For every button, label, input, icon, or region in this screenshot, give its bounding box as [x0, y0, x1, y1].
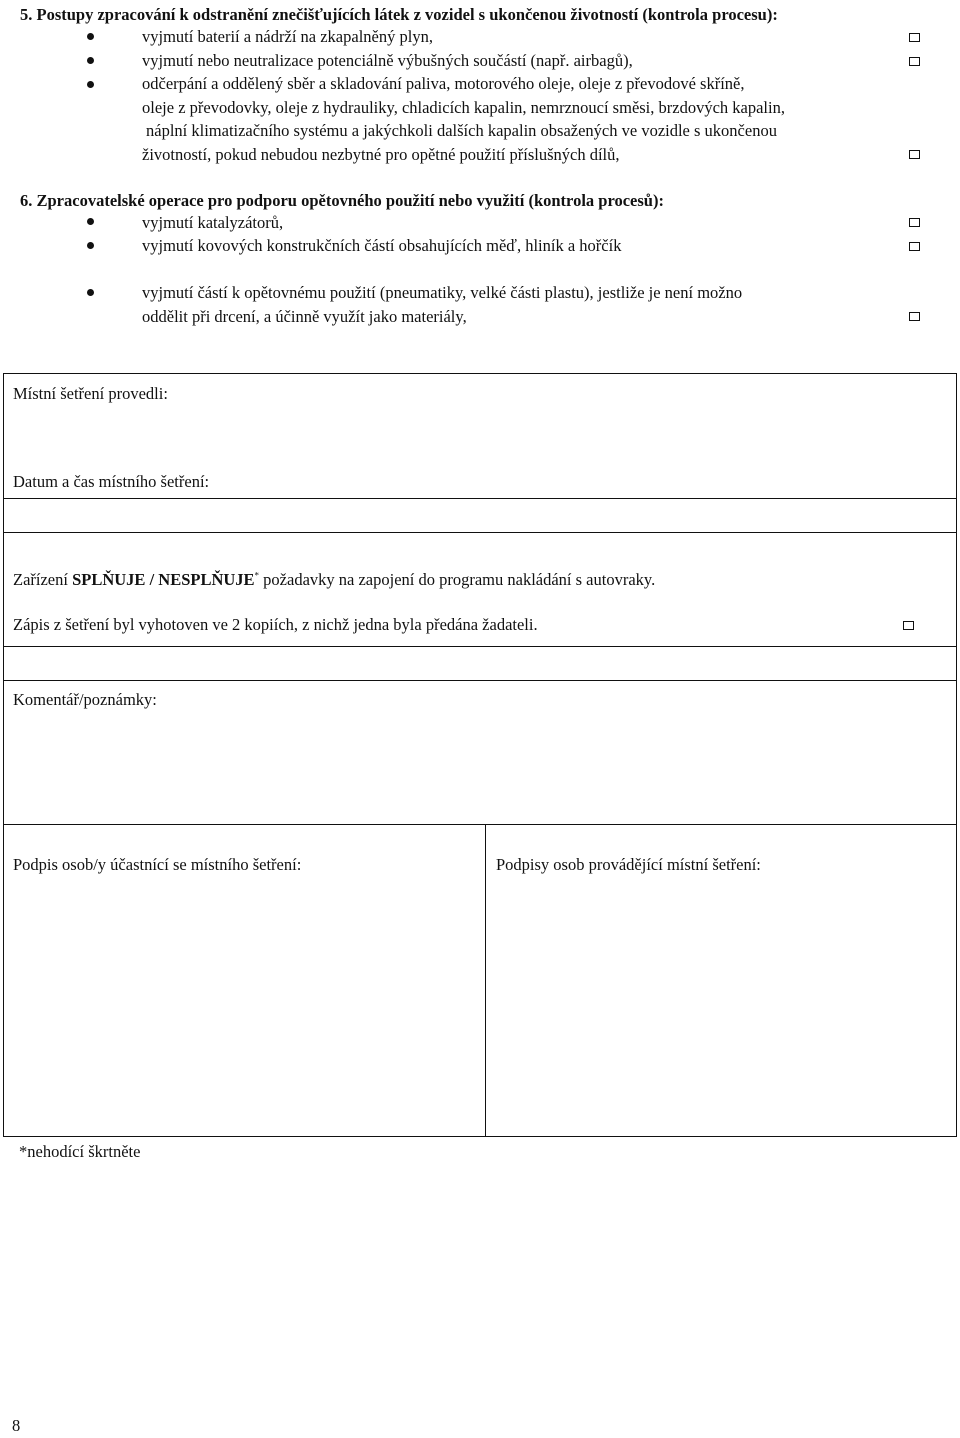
compliance-prefix: Zařízení	[13, 570, 73, 589]
divider	[3, 532, 957, 533]
comments-label: Komentář/poznámky:	[13, 690, 157, 709]
copies-statement: Zápis z šetření byl vyhotoven ve 2 kopiích, z nichž jedna byla předána žadateli.	[13, 615, 538, 634]
section-6-item-reuse-line-1: vyjmutí částí k opětovnému použití (pneumatiky, velké části plastu), jestliže je není možno	[142, 283, 743, 302]
checkbox-copies[interactable]	[903, 621, 914, 630]
blank-row-field[interactable]	[6, 650, 952, 677]
bullet-icon	[87, 218, 94, 225]
section-5-heading: 5. Postupy zpracování k odstranění znečišťujících látek z vozidel s ukončenou životností (kontrola procesu):	[20, 5, 778, 24]
divider	[3, 824, 957, 825]
bullet-icon	[87, 33, 94, 40]
page-number: 8	[12, 1416, 21, 1435]
divider	[3, 680, 957, 681]
inspectors-signature-label: Podpisy osob provádějící místní šetření:	[496, 855, 761, 874]
participants-signature-label: Podpis osob/y účastnící se místního šetření:	[13, 855, 302, 874]
compliance-suffix: požadavky na zapojení do programu nakládání s autovraky.	[259, 570, 656, 589]
compliance-statement	[13, 568, 655, 592]
footnote-mark: *	[254, 570, 260, 581]
section-6-item-catalysts: vyjmutí katalyzátorů,	[142, 213, 284, 232]
datetime-label: Datum a čas místního šetření:	[13, 472, 210, 491]
bullet-icon	[87, 57, 94, 64]
section-5-item-explosives: vyjmutí nebo neutralizace potenciálně výbušných součástí (např. airbagů),	[142, 51, 633, 70]
comments-field[interactable]	[6, 714, 952, 820]
checkbox-metal-parts[interactable]	[909, 242, 920, 251]
section-5-item-fluids-line-2: oleje z převodovky, oleje z hydrauliky, chladicích kapalin, nemrznoucí směsi, brzdových kapalin,	[142, 98, 785, 117]
divider	[3, 498, 957, 499]
footnote: *nehodící škrtněte	[19, 1142, 141, 1161]
checkbox-batteries[interactable]	[909, 33, 920, 42]
section-5-item-fluids-line-4: životností, pokud nebudou nezbytné pro opětné použití příslušných dílů,	[142, 145, 620, 164]
section-5-item-fluids-line-3: náplní klimatizačního systému a jakýchkoli dalších kapalin obsažených ve vozidle s ukončenou	[146, 121, 777, 140]
inspectors-label: Místní šetření provedli:	[13, 384, 168, 403]
divider	[3, 646, 957, 647]
section-5-item-batteries: vyjmutí baterií a nádrží na zkapalněný plyn,	[142, 27, 433, 46]
checkbox-catalysts[interactable]	[909, 218, 920, 227]
checkbox-explosives[interactable]	[909, 57, 920, 66]
section-6-item-metal-parts: vyjmutí kovových konstrukčních částí obsahujících měď, hliník a hořčík	[142, 236, 622, 255]
compliance-status[interactable]: SPLŇUJE / NESPLŇUJE	[72, 570, 255, 589]
section-5-item-fluids-line-1: odčerpání a oddělený sběr a skladování paliva, motorového oleje, oleje z převodové skříně,	[142, 74, 745, 93]
bullet-icon	[87, 242, 94, 249]
bullet-icon	[87, 81, 94, 88]
checkbox-fluids[interactable]	[909, 150, 920, 159]
section-6-item-reuse-line-2: oddělit při drcení, a účinně využít jako materiály,	[142, 307, 467, 326]
bullet-icon	[87, 289, 94, 296]
checkbox-reuse[interactable]	[909, 312, 920, 321]
section-6-heading: 6. Zpracovatelské operace pro podporu opětovného použití nebo využití (kontrola procesů):	[20, 191, 664, 210]
signature-column-divider	[485, 824, 486, 1137]
datetime-field[interactable]	[6, 502, 952, 529]
